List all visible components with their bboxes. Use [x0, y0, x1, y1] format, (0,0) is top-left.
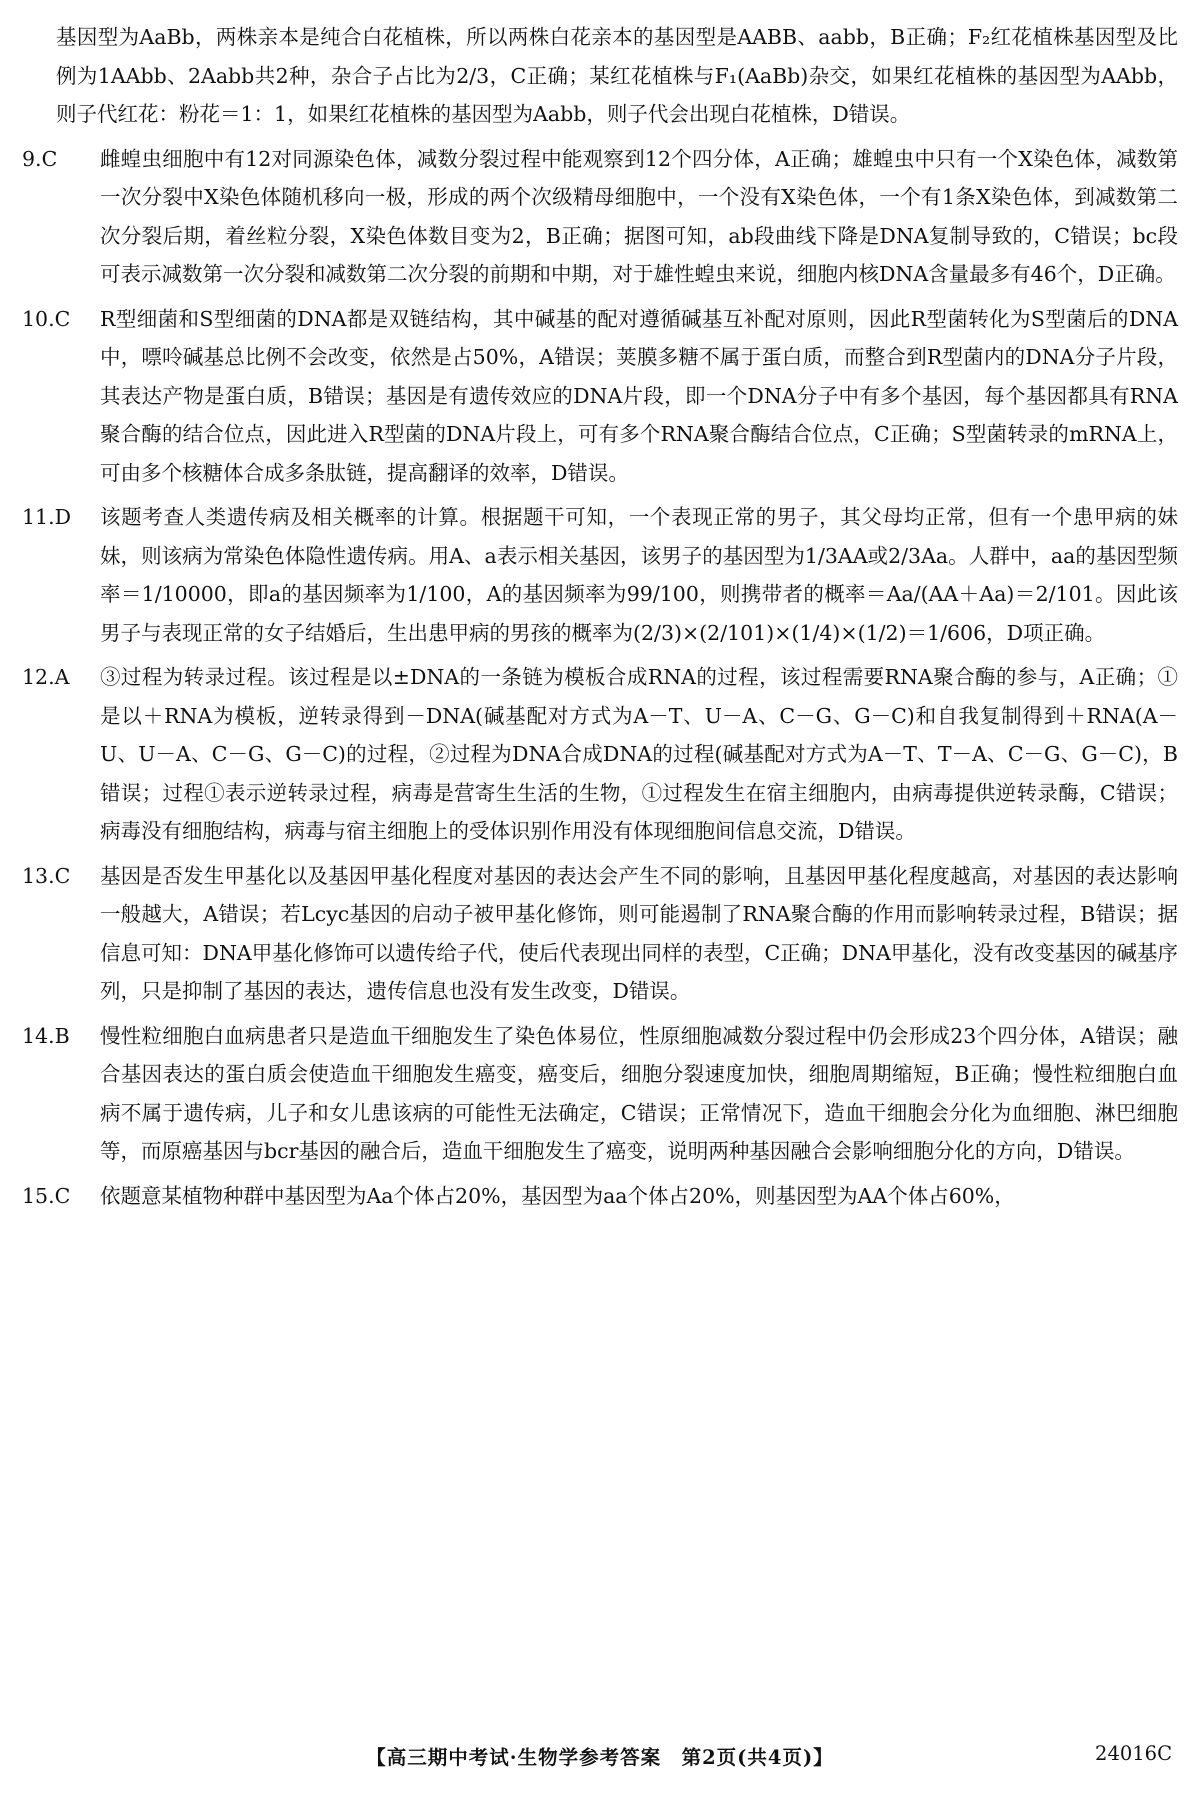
item-label	[22, 498, 100, 652]
answer-item-15	[22, 1177, 1178, 1216]
footer-code: 24016C	[1095, 1742, 1172, 1765]
answer-item-12	[22, 658, 1178, 851]
item-explanation: 雌蝗虫细胞中有12对同源染色体，减数分裂过程中能观察到12个四分体，A正确；雄蝗虫中只有一个X染色体，减数第一次分裂中X染色体随机移向一极，形成的两个次级精母细胞中，一个没有X染色体，一个有1条X染色体，到减数第二次分裂后期，着丝粒分裂，X染色体数目变为2，B正确；据图可知，ab段曲线下降是DNA复制导致的，C错误；bc段可表示减数第一次分裂和减数第二次分裂的前期和中期，对于雄性蝗虫来说，细胞内核DNA含量最多有46个，D正确。	[100, 146, 1178, 286]
item-number: 15.	[22, 1183, 55, 1208]
item-answer: C	[54, 863, 71, 888]
answer-item-9	[22, 140, 1178, 294]
item-number: 14.	[22, 1023, 55, 1048]
item-answer: B	[54, 1023, 70, 1048]
item-label	[22, 300, 100, 493]
item-answer: C	[41, 146, 58, 171]
item-label	[22, 857, 100, 1011]
answer-content	[22, 18, 1178, 1215]
item-explanation: 慢性粒细胞白血病患者只是造血干细胞发生了染色体易位，性原细胞减数分裂过程中仍会形成23个四分体，A错误；融合基因表达的蛋白质会使造血干细胞发生癌变，癌变后，细胞分裂速度加快，细胞周期缩短，B正确；慢性粒细胞白血病不属于遗传病，儿子和女儿患该病的可能性无法确定，C错误；正常情况下，造血干细胞会分化为血细胞、淋巴细胞等，而原癌基因与bcr基因的融合后，造血干细胞发生了癌变，说明两种基因融合会影响细胞分化的方向，D错误。	[100, 1023, 1178, 1163]
item-explanation: ③过程为转录过程。该过程是以±DNA的一条链为模板合成RNA的过程，该过程需要RNA聚合酶的参与，A正确；①是以＋RNA为模板，逆转录得到－DNA(碱基配对方式为A－T、U－A、C－G、G－C)和自我复制得到＋RNA(A－U、U－A、C－G、G－C)的过程，②过程为DNA合成DNA的过程(碱基配对方式为A－T、T－A、C－G、G－C)，B错误；过程①表示逆转录过程，病毒是营寄生生活的生物，①过程发生在宿主细胞内，由病毒提供逆转录酶，C错误；病毒没有细胞结构，病毒与宿主细胞上的受体识别作用没有体现细胞间信息交流，D错误。	[100, 665, 1178, 843]
item-explanation: R型细菌和S型细菌的DNA都是双链结构，其中碱基的配对遵循碱基互补配对原则，因此R型菌转化为S型菌后的DNA中，嘌呤碱基总比例不会改变，依然是占50%，A错误；荚膜多糖不属于蛋白质，而整合到R型菌内的DNA分子片段，其表达产物是蛋白质，B错误；基因是有遗传效应的DNA片段，即一个DNA分子中有多个基因，每个基因都具有RNA聚合酶的结合位点，因此进入R型菌的DNA片段上，可有多个RNA聚合酶结合位点，C正确；S型菌转录的mRNA上，可由多个核糖体合成多条肽链，提高翻译的效率，D错误。	[100, 306, 1178, 485]
item-number: 12.	[22, 665, 55, 689]
item-label	[22, 658, 100, 851]
item-number: 11.	[22, 505, 55, 529]
answer-item-11	[22, 498, 1178, 652]
item-label	[22, 140, 100, 294]
item-answer: D	[54, 505, 72, 529]
item-label	[22, 1017, 100, 1171]
answer-item-13	[22, 857, 1178, 1011]
item-explanation: 基因是否发生甲基化以及基因甲基化程度对基因的表达会产生不同的影响，且基因甲基化程度越高，对基因的表达影响一般越大，A错误；若Lcyc基因的启动子被甲基化修饰，则可能遏制了RNA聚合酶的作用而影响转录过程，B错误；据信息可知：DNA甲基化修饰可以遗传给子代，使后代表现出同样的表型，C正确；DNA甲基化，没有改变基因的碱基序列，只是抑制了基因的表达，遗传信息也没有发生改变，D错误。	[100, 863, 1178, 1003]
item-explanation: 该题考查人类遗传病及相关概率的计算。根据题干可知，一个表现正常的男子，其父母均正常，但有一个患甲病的妹妹，则该病为常染色体隐性遗传病。用A、a表示相关基因，该男子的基因型为1/3AA或2/3Aa。人群中，aa的基因型频率＝1/10000，即a的基因频率为1/100，A的基因频率为99/100，则携带者的概率＝Aa/(AA＋Aa)＝2/101。因此该男子与表现正常的女子结婚后，生出患甲病的男孩的概率为(2/3)×(2/101)×(1/4)×(1/2)＝1/606，D项正确。	[100, 505, 1178, 645]
item-label	[22, 1177, 100, 1216]
answer-item-14	[22, 1017, 1178, 1171]
footer-title: 【高三期中考试·生物学参考答案 第2页(共4页)】	[366, 1746, 834, 1769]
item-number: 9.	[22, 146, 42, 171]
page-footer	[0, 1742, 1200, 1772]
continued-paragraph: 基因型为AaBb，两株亲本是纯合白花植株，所以两株白花亲本的基因型是AABB、aabb，B正确；F₂红花植株基因型及比例为1AAbb、2Aabb共2种，杂合子占比为2/3，C正确；某红花植株与F₁(AaBb)杂交，如果红花植株的基因型为AAbb，则子代红花：粉花＝1：1，如果红花植株的基因型为Aabb，则子代会出现白花植株，D错误。	[56, 25, 1178, 126]
item-answer: C	[54, 1183, 71, 1208]
item-answer: A	[54, 665, 70, 689]
item-number: 13.	[22, 863, 55, 888]
item-number: 10.	[22, 306, 55, 331]
item-answer: C	[54, 306, 71, 331]
item-explanation: 依题意某植物种群中基因型为Aa个体占20%，基因型为aa个体占20%，则基因型为AA个体占60%，	[100, 1183, 1015, 1208]
answer-item-10	[22, 300, 1178, 493]
